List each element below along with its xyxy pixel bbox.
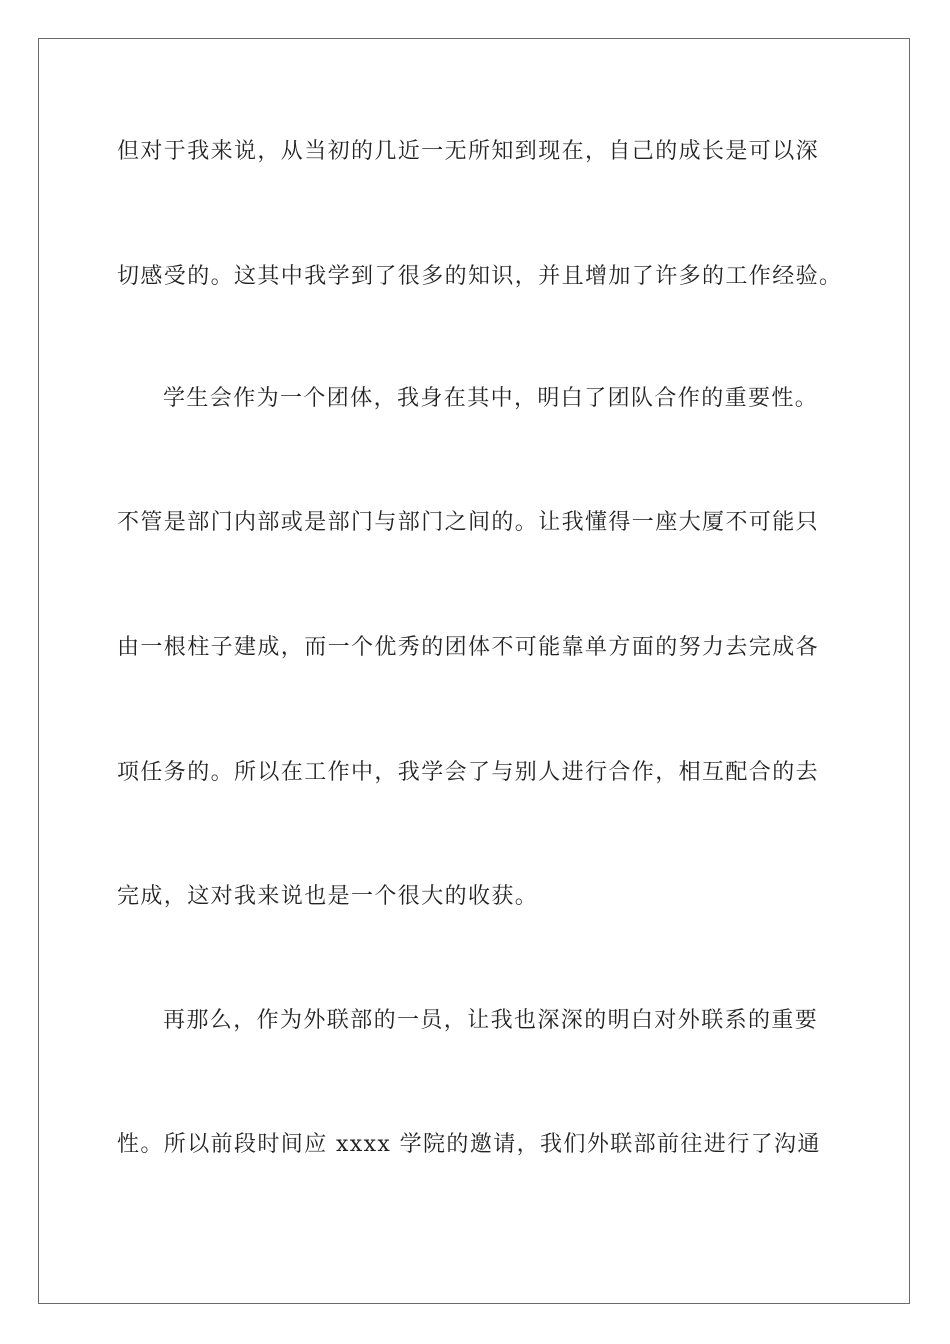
- paragraph-line-5: 由一根柱子建成，而一个优秀的团体不可能靠单方面的努力去完成各: [117, 635, 820, 660]
- paragraph-line-4: 不管是部门内部或是部门与部门之间的。让我懂得一座大厦不可能只: [117, 510, 820, 535]
- paragraph-line-6: 项任务的。所以在工作中，我学会了与别人进行合作，相互配合的去: [117, 760, 820, 785]
- paragraph-line-1: 但对于我来说，从当初的几近一无所知到现在，自己的成长是可以深: [117, 139, 820, 164]
- paragraph-line-8: 再那么，作为外联部的一员，让我也深深的明白对外联系的重要: [163, 1008, 819, 1033]
- paragraph-line-3: 学生会作为一个团体，我身在其中，明白了团队合作的重要性。: [163, 386, 819, 411]
- paragraph-line-2: 切感受的。这其中我学到了很多的知识，并且增加了许多的工作经验。: [117, 264, 843, 289]
- page-frame: [38, 38, 910, 1304]
- paragraph-line-7: 完成，这对我来说也是一个很大的收获。: [117, 884, 539, 909]
- paragraph-line-9: 性。所以前段时间应 xxxx 学院的邀请，我们外联部前往进行了沟通: [117, 1132, 821, 1157]
